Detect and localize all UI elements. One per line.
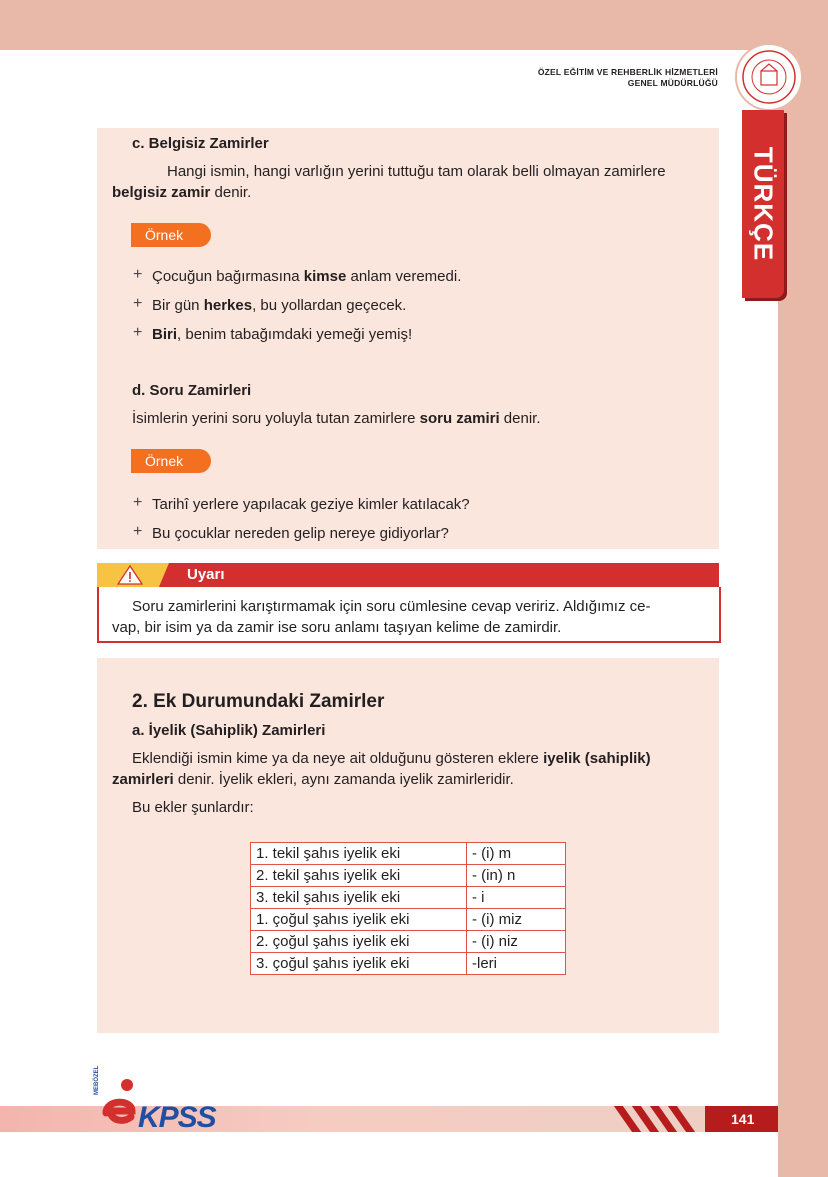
table-cell: 1. çoğul şahıs iyelik eki	[251, 909, 467, 931]
example-label: Örnek	[131, 449, 211, 473]
example-item: Bir gün herkes, bu yollardan geçecek.	[152, 297, 407, 314]
heading-belgisiz: c. Belgisiz Zamirler	[132, 135, 269, 152]
warning-header	[97, 563, 719, 587]
table-cell: - i	[467, 887, 566, 909]
warning-icon	[117, 565, 143, 585]
table-row	[251, 953, 566, 975]
table-cell: 3. çoğul şahıs iyelik eki	[251, 953, 467, 975]
table-cell: 2. çoğul şahıs iyelik eki	[251, 931, 467, 953]
subject-tab-label: TÜRKÇE	[748, 146, 779, 262]
header-line-1: ÖZEL EĞİTİM VE REHBERLİK HİZMETLERİ	[537, 67, 718, 77]
example-item: Biri, benim tabağımdaki yemeği yemiş!	[152, 326, 413, 343]
warning-text-line1: Soru zamirlerini karıştırmamak için soru cümlesine cevap veririz. Aldığımız ce-	[132, 598, 651, 615]
table-cell: - (i) miz	[467, 909, 566, 931]
table-cell: 2. tekil şahıs iyelik eki	[251, 865, 467, 887]
warning-text-line2: vap, bir isim ya da zamir ise soru anlamı taşıyan kelime de zamirdir.	[112, 619, 562, 636]
seal-emblem-icon	[737, 45, 801, 109]
heading-soru: d. Soru Zamirleri	[132, 382, 252, 399]
table-cell: 1. tekil şahıs iyelik eki	[251, 843, 467, 865]
logo-side-text: MEBÖZEL	[94, 1065, 100, 1095]
plus-icon: +	[133, 523, 143, 540]
ekpss-logo	[94, 1065, 226, 1137]
table-cell: - (i) niz	[467, 931, 566, 953]
plus-icon: +	[133, 295, 143, 312]
example-label: Örnek	[131, 223, 211, 247]
heading-iyelik: a. İyelik (Sahiplik) Zamirleri	[132, 722, 326, 739]
page-number: 141	[705, 1106, 778, 1132]
right-band	[778, 50, 828, 1177]
belgisiz-definition-line1: Hangi ismin, hangi varlığın yerini tuttuğu tam olarak belli olmayan zamirlere	[167, 163, 666, 180]
iyelik-definition-line1: Eklendiği ismin kime ya da neye ait olduğunu gösteren eklere iyelik (sahiplik)	[132, 750, 651, 767]
table-row	[251, 865, 566, 887]
table-cell: - (in) n	[467, 865, 566, 887]
plus-icon: +	[133, 494, 143, 511]
warning-title: Uyarı	[187, 566, 225, 583]
e-runner-logo-icon	[98, 1077, 138, 1135]
top-band	[0, 0, 828, 50]
header-line-2: GENEL MÜDÜRLÜĞÜ	[627, 78, 718, 88]
table-cell: - (i) m	[467, 843, 566, 865]
table-row	[251, 843, 566, 865]
logo-text: KPSS	[138, 1101, 216, 1134]
heading-ek-durumundaki: 2. Ek Durumundaki Zamirler	[132, 691, 385, 712]
table-row	[251, 931, 566, 953]
table-cell: -leri	[467, 953, 566, 975]
example-item: Çocuğun bağırmasına kimse anlam veremedi.	[152, 268, 462, 285]
warning-badge	[97, 563, 169, 587]
soru-definition: İsimlerin yerini soru yoluyla tutan zamirlere soru zamiri denir.	[132, 410, 541, 427]
table-row	[251, 909, 566, 931]
iyelik-list-intro: Bu ekler şunlardır:	[132, 799, 254, 816]
plus-icon: +	[133, 266, 143, 283]
ministry-seal-icon	[735, 43, 803, 111]
plus-icon: +	[133, 324, 143, 341]
table-row	[251, 887, 566, 909]
iyelik-definition-line2: zamirleri denir. İyelik ekleri, aynı zamanda iyelik zamirleridir.	[112, 771, 514, 788]
table-cell: 3. tekil şahıs iyelik eki	[251, 887, 467, 909]
example-item: Tarihî yerlere yapılacak geziye kimler katılacak?	[152, 496, 470, 513]
example-item: Bu çocuklar nereden gelip nereye gidiyorlar?	[152, 525, 449, 542]
iyelik-table	[250, 842, 566, 975]
belgisiz-definition-line2: belgisiz zamir denir.	[112, 184, 252, 201]
subject-tab	[742, 110, 784, 298]
